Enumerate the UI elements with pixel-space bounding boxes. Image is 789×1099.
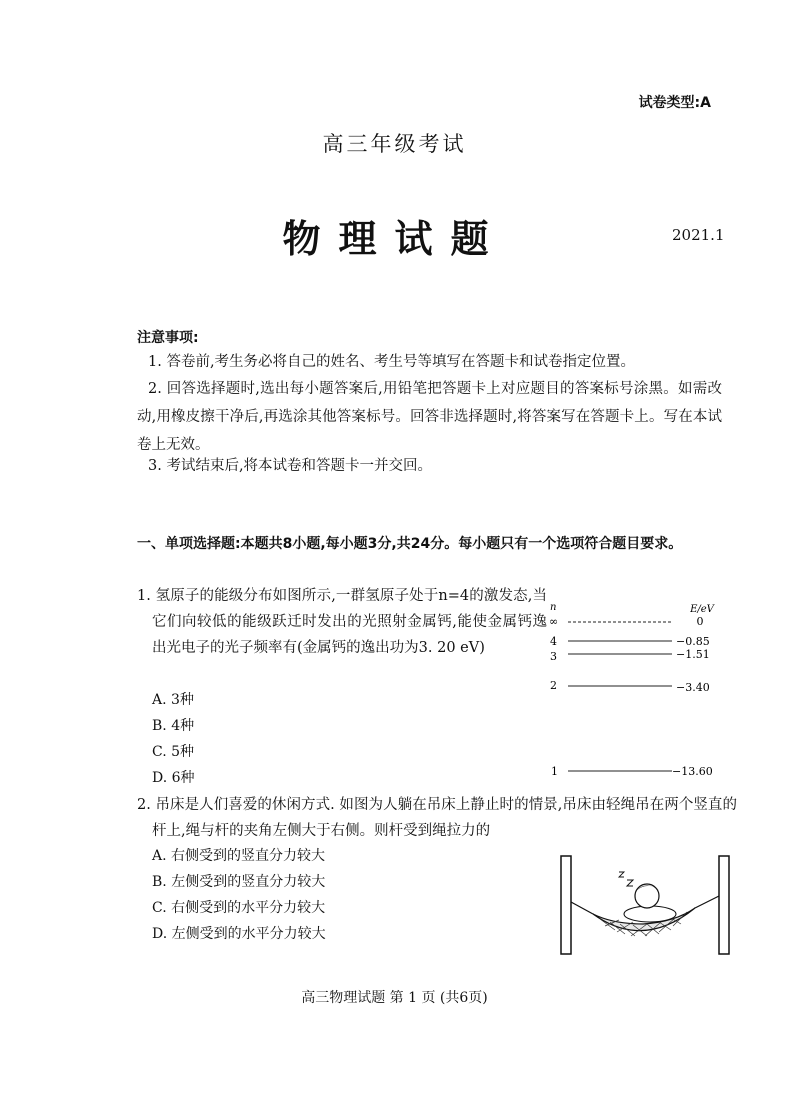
sleep-z-icon — [627, 880, 633, 886]
diagram-n-label: n — [550, 602, 557, 613]
question-2-option-a: A. 右侧受到的竖直分力较大 — [152, 848, 326, 864]
left-pole — [561, 856, 571, 954]
diagram-unit-label: E/eV — [690, 604, 714, 615]
level-1-energy: −13.60 — [672, 765, 713, 778]
question-2-option-d: D. 左侧受到的水平分力较大 — [152, 926, 326, 942]
right-pole — [719, 856, 729, 954]
question-1-option-b: B. 4种 — [152, 718, 195, 734]
question-1-stem: 1. 氢原子的能级分布如图所示,一群氢原子处于n=4的激发态,当它们向较低的能级跃迁时发出的光照射金属钙,能使金属钙逸出光电子的光子频率有(金属钙的逸出功为3. 20 eV) — [137, 588, 547, 656]
paper-type-label: 试卷类型:A — [638, 95, 711, 111]
sleep-z-small-icon — [619, 872, 624, 877]
note-item-1: 1. 答卷前,考生务必将自己的姓名、考生号等填写在答题卡和试卷指定位置。 — [148, 354, 636, 370]
level-2-n: 2 — [550, 679, 557, 692]
question-2-option-b: B. 左侧受到的竖直分力较大 — [152, 874, 326, 890]
level-4-energy: −0.85 — [676, 635, 710, 648]
note-item-2: 2. 回答选择题时,选出每小题答案后,用铅笔把答题卡上对应题目的答案标号涂黑。如需改动,用橡皮擦干净后,再选涂其他答案标号。回答非选择题时,将答案写在答题卡上。写在本试卷上无效。 — [137, 381, 722, 453]
level-4-n: 4 — [550, 635, 557, 648]
exam-date: 2021.1 — [672, 226, 725, 244]
section-heading: 一、单项选择题:本题共8小题,每小题3分,共24分。每小题只有一个选项符合题目要求。 — [137, 536, 683, 552]
level-inf-energy: 0 — [696, 615, 704, 628]
level-3-energy: −1.51 — [676, 648, 710, 661]
hammock-illustration — [555, 852, 735, 957]
energy-level-diagram — [540, 598, 725, 783]
exam-name: 高三年级考试 — [322, 132, 467, 156]
question-1-option-c: C. 5种 — [152, 744, 195, 760]
question-1-option-d: D. 6种 — [152, 770, 195, 786]
person-body — [624, 906, 676, 922]
question-2-stem: 2. 吊床是人们喜爱的休闲方式. 如图为人躺在吊床上静止时的情景,吊床由轻绳吊在两个竖直的杆上,绳与杆的夹角左侧大于右侧。则杆受到绳拉力的 — [137, 797, 737, 839]
level-inf-n: ∞ — [549, 615, 559, 628]
notes-heading: 注意事项: — [137, 330, 199, 346]
right-rope — [695, 896, 719, 908]
question-2-option-c: C. 右侧受到的水平分力较大 — [152, 900, 326, 916]
subject-title: 物理试题 — [282, 216, 507, 261]
level-2-energy: −3.40 — [676, 681, 710, 694]
question-1-option-a: A. 3种 — [152, 692, 194, 708]
left-rope — [571, 902, 593, 914]
note-item-3: 3. 考试结束后,将本试卷和答题卡一并交回。 — [148, 458, 433, 474]
level-1-n: 1 — [551, 765, 558, 778]
page-footer: 高三物理试题 第 1 页 (共6页) — [301, 990, 488, 1006]
level-3-n: 3 — [550, 650, 557, 663]
